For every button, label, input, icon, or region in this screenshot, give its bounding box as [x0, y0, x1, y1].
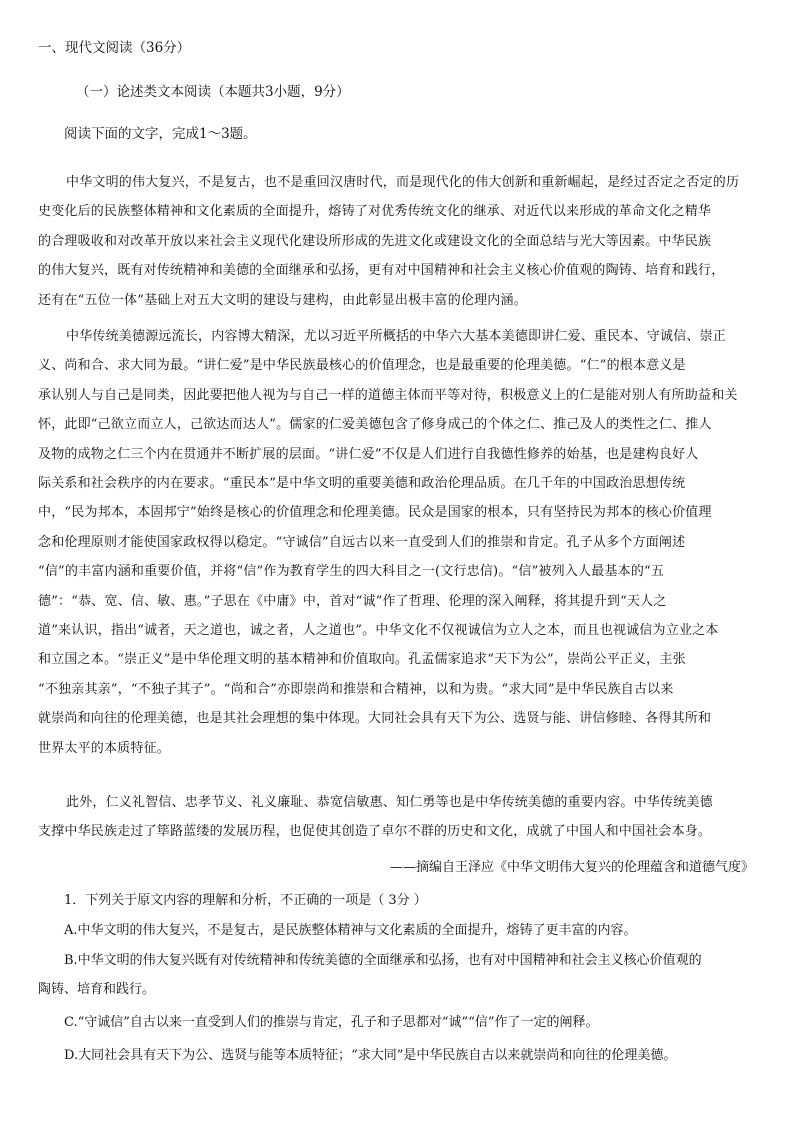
option-d-text: D.大同社会具有天下为公、选贤与能等本质特征；“求大同”是中华民族自古以来就崇尚和向往的伦理美德。 [64, 1048, 677, 1063]
option-a-text: A.中华文明的伟大复兴，不是复古，是民族整体精神与文化素质的全面提升，熔铸了更丰富的内容。 [64, 923, 637, 938]
paragraph-line: 中华文明的伟大复兴，不是复古，也不是重回汉唐时代，而是现代化的伟大创新和重新崛起，是经过否定之否定的历 [66, 175, 740, 190]
option-b[interactable] [38, 946, 756, 1004]
subsection-title: （一）论述类文本阅读（本题共3小题，9分） [76, 84, 350, 100]
paragraph-line: 此外，仁义礼智信、忠孝节义、礼义廉耻、恭宽信敏惠、知仁勇等也是中华传统美德的重要内容。中华传统美德 [66, 795, 713, 810]
paragraph-line: 就崇尚和向往的伦理美德，也是其社会理想的集中体现。大同社会具有天下为公、选贤与能、讲信修睦、各得其所和 [38, 711, 712, 727]
option-b-continuation: 陶铸、培育和践行。 [38, 982, 156, 997]
passage-source: ——摘编自王泽应《中华文明伟大复兴的伦理蕴含和道德气度》 [389, 860, 754, 875]
paragraph-line: 的伟大复兴，既有对传统精神和美德的全面继承和弘扬，更有对中国精神和社会主义核心价值观的陶铸、培育和践行， [38, 263, 725, 279]
paragraph-line: 支撑中华民族走过了筚路蓝缕的发展历程，也促使其创造了卓尔不群的历史和文化，成就了中国人和中国社会本身。 [38, 824, 712, 840]
paragraph-line: 怀，此即“己欲立而立人，己欲达而达人”。儒家的仁爱美德包含了修身成己的个体之仁、推己及人的类性之仁、推人 [38, 417, 712, 433]
paragraph-line: 中，“民为邦本，本固邦宁”始终是核心的价值理念和伦理美德。民众是国家的根本，只有坚持民为邦本的核心价值理 [38, 505, 712, 521]
paragraph-line: “信”的丰富内涵和重要价值，并将“信”作为教育学生的四大科目之一(文行忠信)。“信”被列入人最基本的“五 [38, 564, 665, 580]
paragraph-line: 德”：“恭、宽、信、敏、惠。”子思在《中庸》中，首对“诚”作了哲理、伦理的深入阐释，将其提升到“天人之 [38, 593, 667, 609]
paragraph-line: 的合理吸收和对改革开放以来社会主义现代化建设所形成的先进文化或建设文化的全面总结与光大等因素。中华民族 [38, 233, 712, 249]
passage-paragraph-3 [38, 788, 756, 847]
paragraph-line: 史变化后的民族整体精神和文化素质的全面提升，熔铸了对优秀传统文化的继承、对近代以来形成的革命文化之精华 [38, 204, 712, 220]
paragraph-line: 还有在“五位一体”基础上对五大文明的建设与建构，由此彰显出极丰富的伦理内涵。 [38, 292, 527, 308]
paragraph-line: 中华传统美德源远流长，内容博大精深，尤以习近平所概括的中华六大基本美德即讲仁爱、重民本、守诚信、崇正 [66, 329, 727, 344]
paragraph-line: 际关系和社会秩序的内在要求。“重民本”是中华文明的重要美德和政治伦理品质。在几千年的中国政治思想传统 [38, 476, 686, 492]
passage-paragraph-1 [38, 168, 756, 315]
paragraph-line: 和立国之本。“崇正义”是中华伦理文明的基本精神和价值取向。孔孟儒家追求“天下为公”，崇尚公平正义，主张 [38, 652, 686, 668]
paragraph-line: “不独亲其亲”，“不独子其子”。“尚和合”亦即崇尚和推崇和合精神，以和为贵。“求大同”是中华民族自古以来 [38, 681, 674, 697]
option-c-text: C.“守诚信”自古以来一直受到人们的推崇与肯定，孔子和子思都对“诚”“信”作了一定的阐释。 [64, 1015, 599, 1030]
option-c[interactable] [64, 1008, 756, 1037]
paragraph-line: 世界太平的本质特征。 [38, 740, 171, 756]
paragraph-line: 念和伦理原则才能使国家政权得以稳定。“守诚信”自远古以来一直受到人们的推崇和肯定。孔子从多个方面阐述 [38, 534, 686, 550]
option-d[interactable] [64, 1041, 756, 1070]
option-b-text: B.中华文明的伟大复兴既有对传统精神和传统美德的全面继承和弘扬，也有对中国精神和社会主义核心价值观的 [64, 953, 702, 968]
paragraph-line: 承认别人与自己是同类，因此要把他人视为与自己一样的道德主体而平等对待，积极意义上的仁是能对别人有所助益和关 [38, 387, 738, 403]
passage-paragraph-2 [38, 322, 756, 763]
question-stem: 1．下列关于原文内容的理解和分析，不正确的一项是（ 3分 ） [64, 893, 427, 908]
reading-instruction: 阅读下面的文字，完成1～3题。 [64, 126, 257, 142]
option-a[interactable] [64, 916, 756, 945]
section-title: 一、现代文阅读（36分） [38, 40, 191, 56]
paragraph-line: 道”来认识，指出“诚者，天之道也，诚之者，人之道也”。中华文化不仅视诚信为立人之本，而且也视诚信为立业之本 [38, 623, 719, 639]
paragraph-line: 义、尚和合、求大同为最。“讲仁爱”是中华民族最核心的价值理念，也是最重要的伦理美德。“仁”的根本意义是 [38, 358, 686, 374]
paragraph-line: 及物的成物之仁三个内在贯通并不断扩展的层面。“讲仁爱”不仅是人们进行自我德性修养的始基，也是建构良好人 [38, 446, 699, 462]
